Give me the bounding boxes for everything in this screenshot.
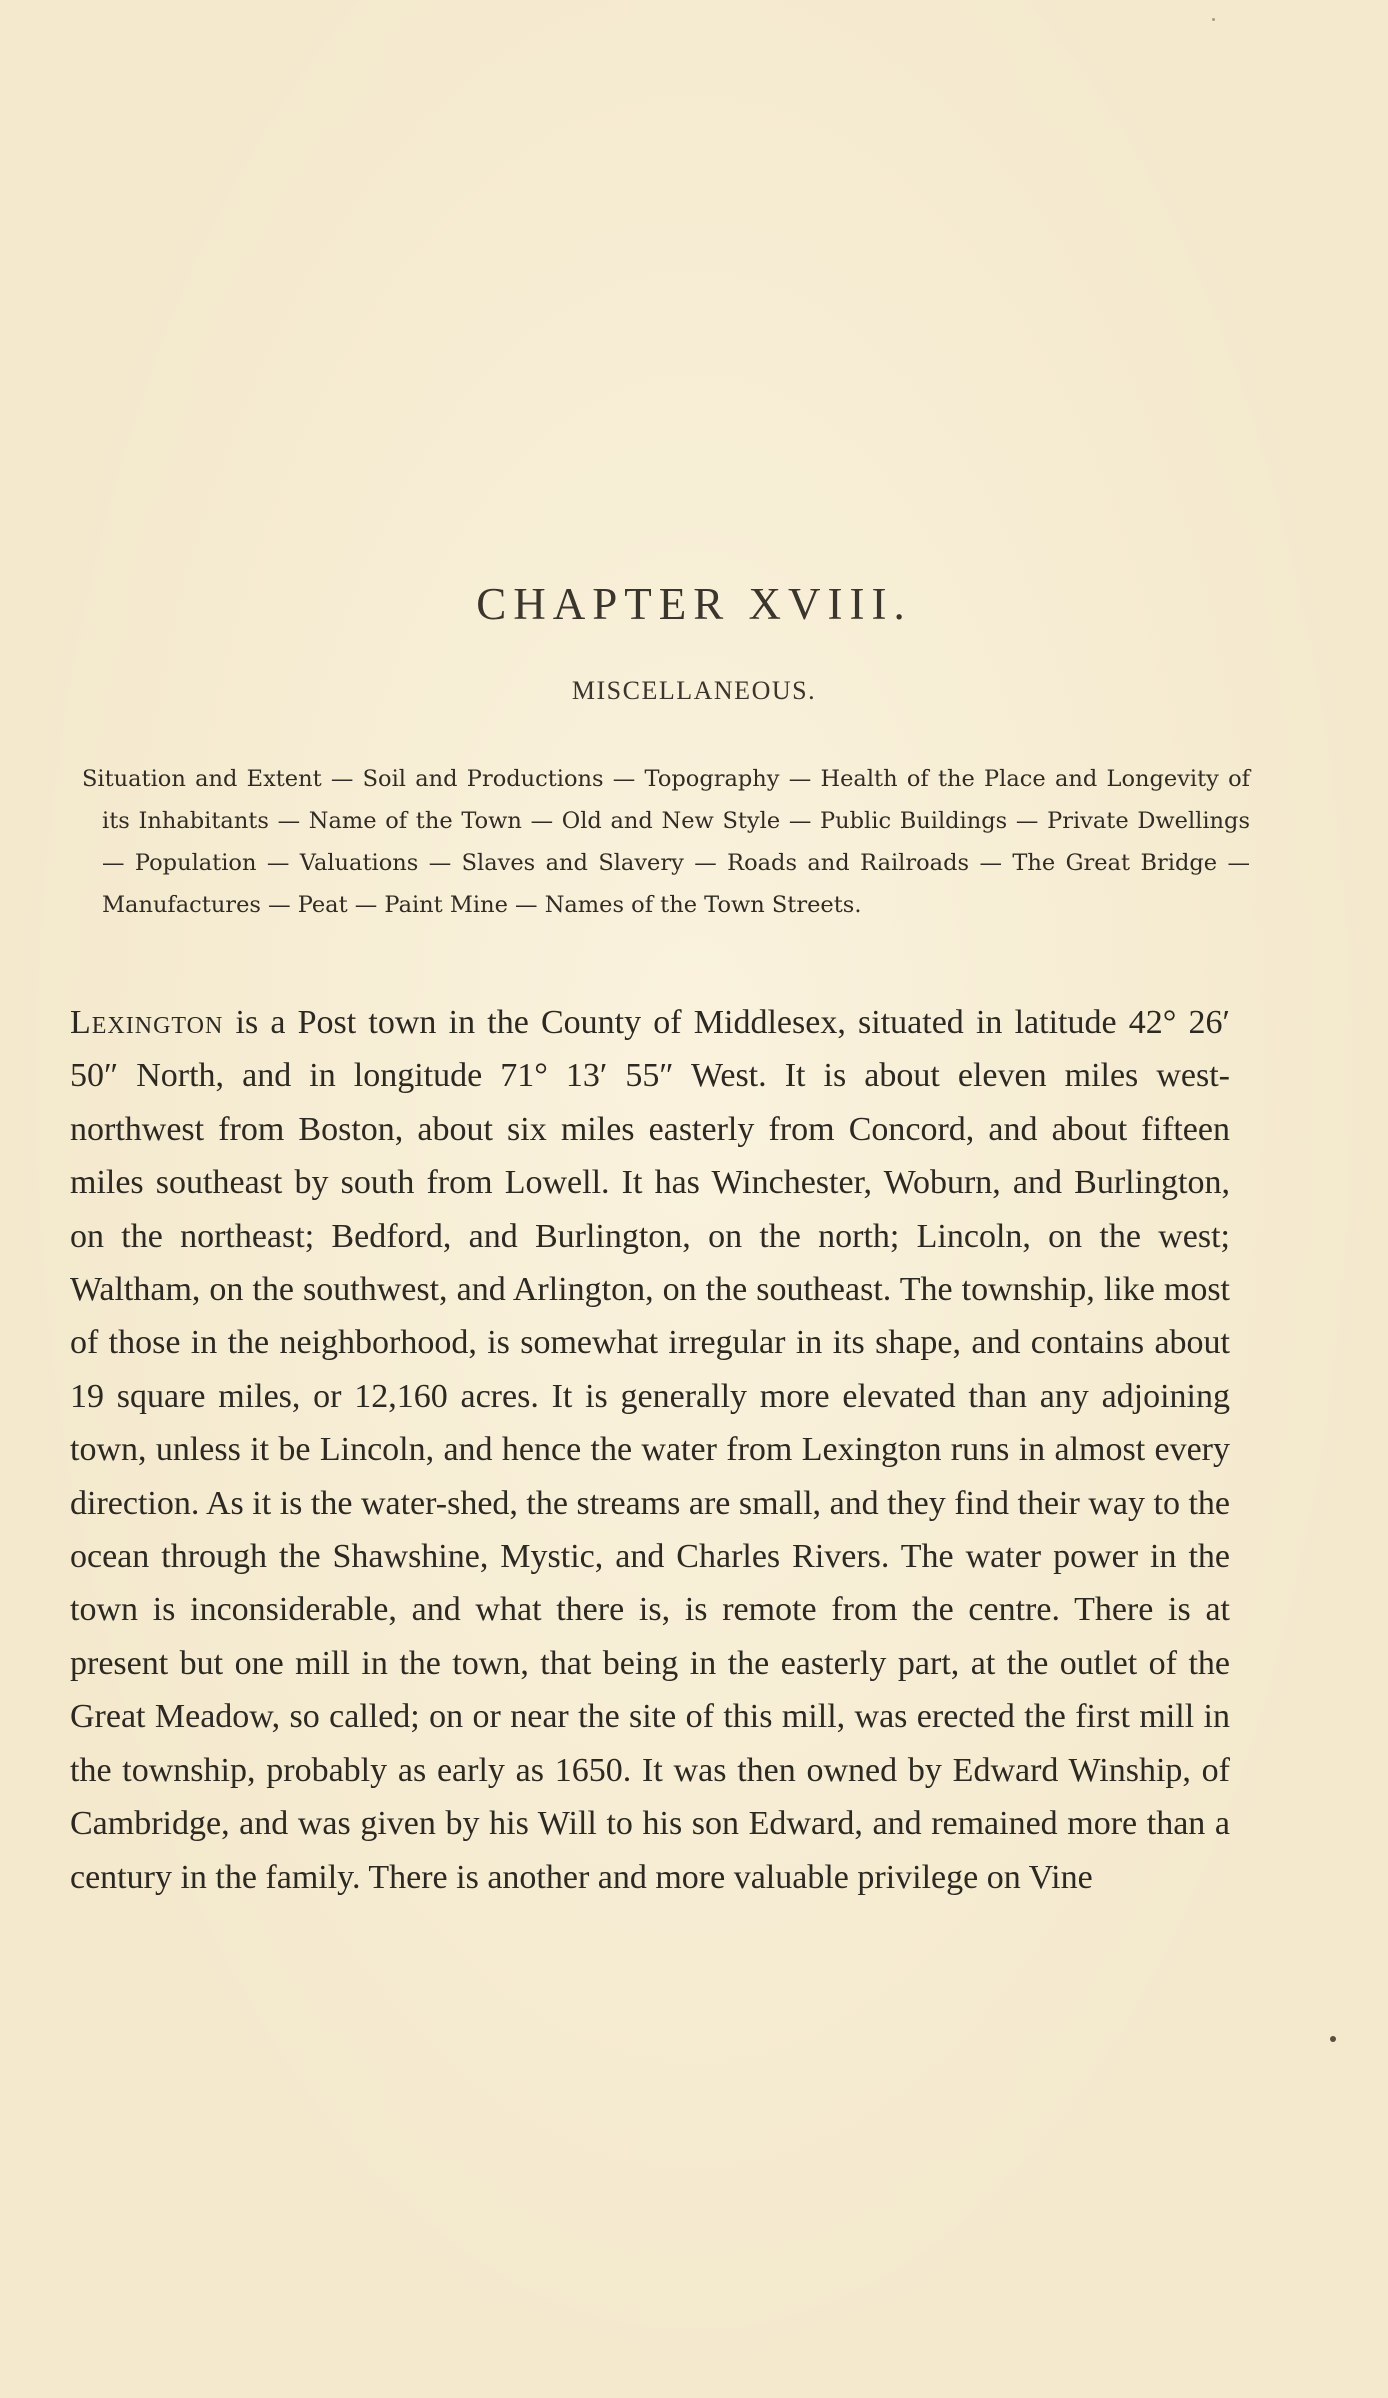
chapter-title: CHAPTER XVIII.	[476, 579, 912, 629]
paper-speck	[1212, 18, 1215, 21]
body-paragraph	[70, 996, 1230, 1904]
chapter-subtitle: MISCELLANEOUS.	[571, 676, 817, 705]
chapter-synopsis: Situation and Extent — Soil and Productions — Topography — Health of the Place and Longevity of its Inhabitants — Name of the Town — Old and New Style — Public Buildings — Private Dwellings — Population — Valuations — Slaves and Slavery — Roads and Railroads — The Great Bridge — Manufactures — Peat — Paint Mine — Names of the Town Streets.	[82, 766, 1250, 918]
paragraph-text: is a Post town in the County of Middlesex, situated in latitude 42° 26′ 50″ North, and in longitude 71° 13′ 55″ West. It is about eleven miles west-northwest from Boston, about six miles easterly from Concord, and about fifteen miles southeast by south from Lowell. It has Winchester, Woburn, and Burlington, on the northeast; Bedford, and Burlington, on the north; Lincoln, on the west; Waltham, on the southwest, and Arlington, on the southeast. The township, like most of those in the neighborhood, is somewhat irregular in its shape, and contains about 19 square miles, or 12,160 acres. It is generally more elevated than any adjoining town, unless it be Lincoln, and hence the water from Lexington runs in almost every direction. As it is the water-shed, the streams are small, and they find their way to the ocean through the Shawshine, Mystic, and Charles Rivers. The water power in the town is inconsiderable, and what there is, is remote from the centre. There is at present but one mill in the town, that being in the easterly part, at the outlet of the Great Meadow, so called; on or near the site of this mill, was erected the first mill in the township, probably as early as 1650. It was then owned by Edward Winship, of Cambridge, and was given by his Will to his son Edward, and remained more than a century in the family. There is another and more valuable privilege on Vine	[70, 1004, 1230, 1896]
paper-speck	[1330, 2036, 1336, 2042]
lead-word: Lexington	[70, 1004, 224, 1041]
